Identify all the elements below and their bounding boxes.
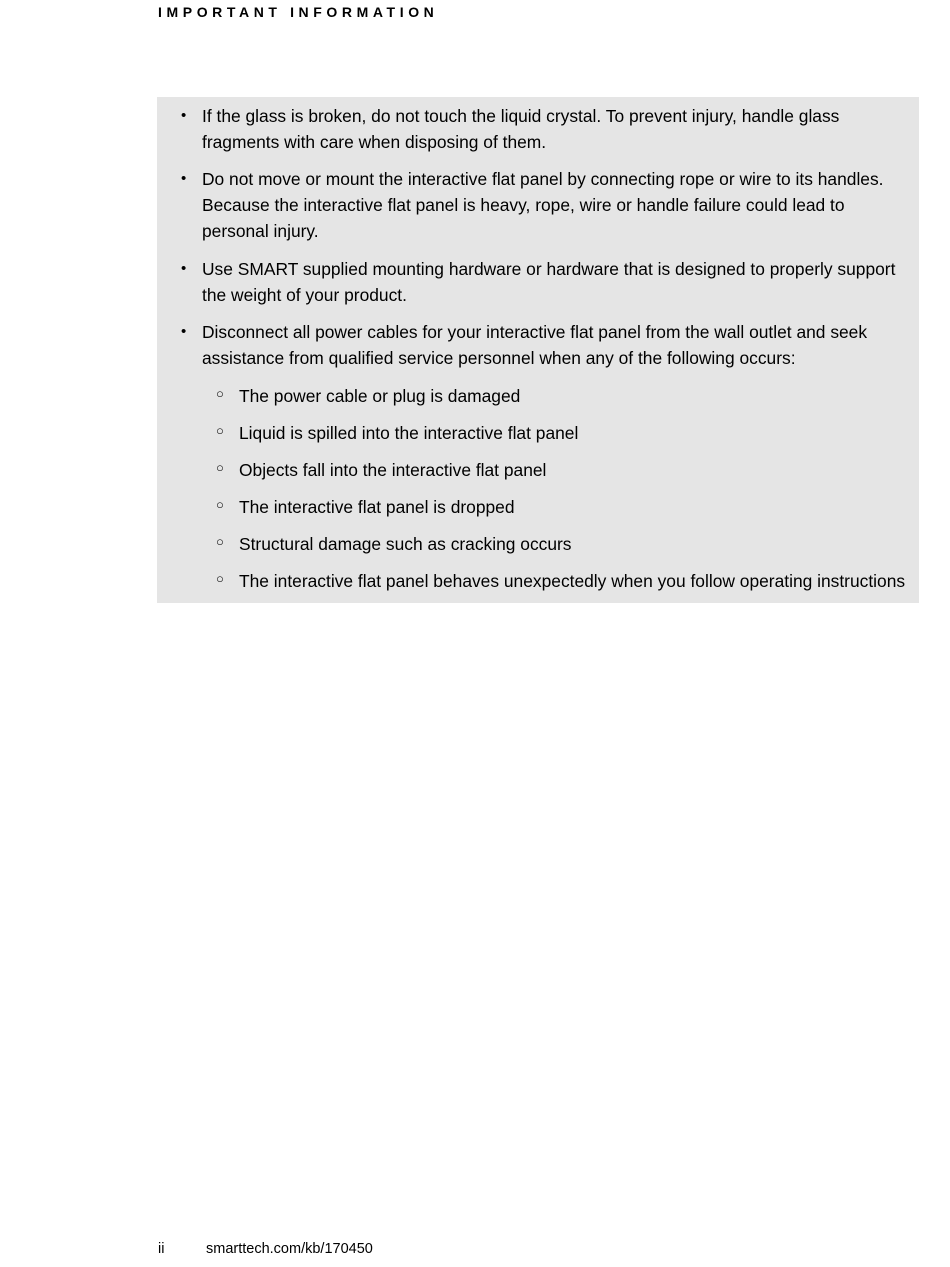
sub-list-item-text: The interactive flat panel behaves unexpectedly when you follow operating instructions bbox=[239, 571, 906, 591]
sub-list-item-text: Objects fall into the interactive flat panel bbox=[239, 460, 547, 480]
sub-list-item-text: The power cable or plug is damaged bbox=[239, 386, 521, 406]
list-item bbox=[181, 319, 912, 371]
circle-bullet-icon: ○ bbox=[216, 534, 224, 549]
bullet-icon: • bbox=[181, 260, 187, 277]
sub-list-item bbox=[216, 383, 919, 409]
list-item bbox=[181, 103, 912, 155]
footer-url-link[interactable]: smarttech.com/kb/170450 bbox=[206, 1241, 373, 1257]
circle-bullet-icon: ○ bbox=[216, 497, 224, 512]
list-item-text: Disconnect all power cables for your interactive flat panel from the wall outlet and seek assistance from qualified service personnel when any of the following occurs: bbox=[202, 322, 868, 368]
bullet-icon: • bbox=[181, 170, 187, 187]
list-item bbox=[181, 256, 912, 308]
list-item-text: If the glass is broken, do not touch the liquid crystal. To prevent injury, handle glass fragments with care when disposing of them. bbox=[202, 106, 840, 152]
circle-bullet-icon: ○ bbox=[216, 386, 224, 401]
page-number: ii bbox=[158, 1241, 165, 1257]
bullet-icon: • bbox=[181, 323, 187, 340]
sub-list-item-text: The interactive flat panel is dropped bbox=[239, 497, 515, 517]
list-item-text: Do not move or mount the interactive flat panel by connecting rope or wire to its handles. Because the interactive flat panel is heavy, rope, wire or handle failure could lead to personal injury. bbox=[202, 169, 884, 241]
sub-list-item bbox=[216, 457, 919, 483]
sub-list-item bbox=[216, 568, 919, 594]
sub-list-item bbox=[216, 420, 919, 446]
list-item-text: Use SMART supplied mounting hardware or hardware that is designed to properly support the weight of your product. bbox=[202, 259, 896, 305]
circle-bullet-icon: ○ bbox=[216, 571, 224, 586]
circle-bullet-icon: ○ bbox=[216, 460, 224, 475]
page-header-title: IMPORTANT INFORMATION bbox=[158, 4, 439, 20]
sub-list-item-text: Liquid is spilled into the interactive flat panel bbox=[239, 423, 579, 443]
sub-list-item-text: Structural damage such as cracking occurs bbox=[239, 534, 572, 554]
sub-list-item bbox=[216, 494, 919, 520]
list-item bbox=[181, 166, 912, 244]
bullet-icon: • bbox=[181, 107, 187, 124]
warning-box bbox=[157, 97, 919, 603]
circle-bullet-icon: ○ bbox=[216, 423, 224, 438]
sub-list-item bbox=[216, 531, 919, 557]
